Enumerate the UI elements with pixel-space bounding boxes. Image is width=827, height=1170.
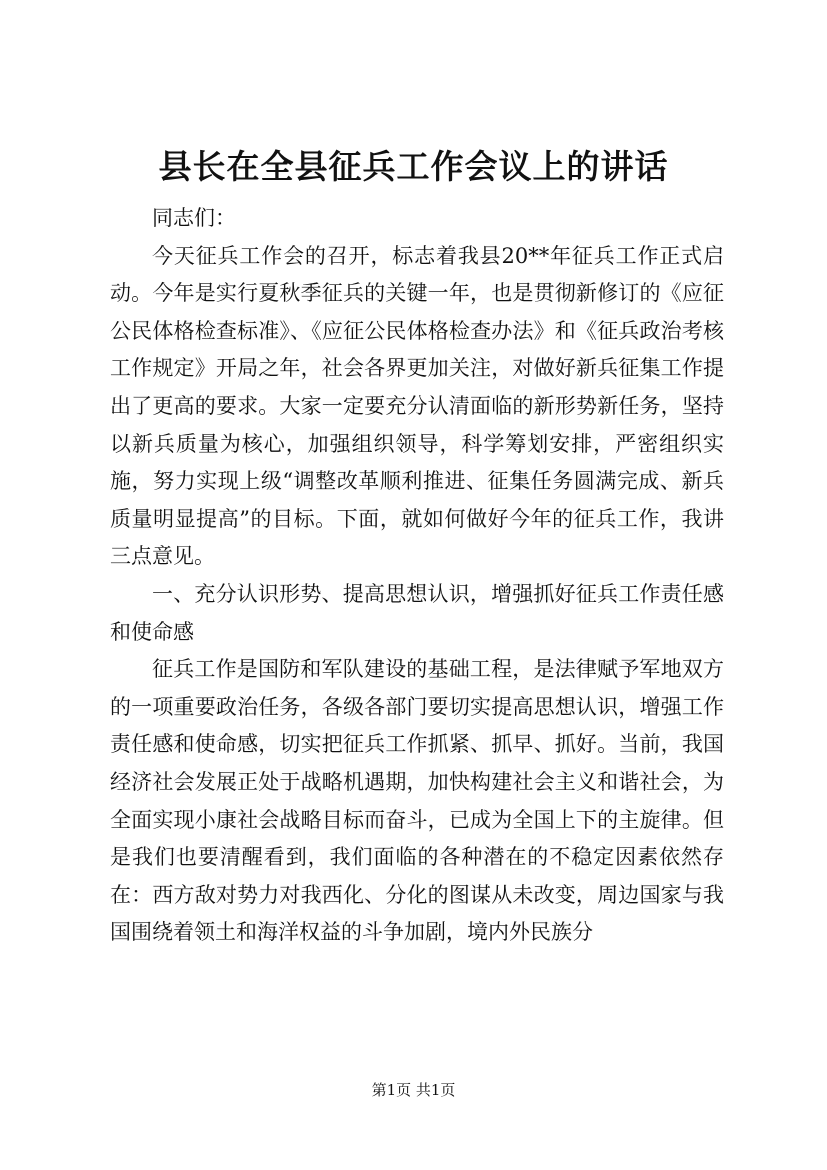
body-paragraph: 今天征兵工作会的召开，标志着我县20**年征兵工作正式启动。今年是实行夏秋季征兵的关键一年，也是贯彻新修订的《应征公民体格检查标准》、《应征公民体格检查办法》和《征兵政治考核工作规定》开局之年，社会各界更加关注，对做好新兵征集工作提出了更高的要求。大家一定要充分认清面临的新形势新任务，坚持以新兵质量为核心，加强组织领导，科学筹划安排，严密组织实施，努力实现上级“调整改革顺利推进、征集任务圆满完成、新兵质量明显提高”的目标。下面，就如何做好今年的征兵工作，我讲三点意见。 [110,243,724,569]
salutation-paragraph: 同志们： [152,206,236,230]
page-number-footer: 第1页 共1页 [371,1081,456,1099]
section-heading: 一、充分认识形势、提高思想认识，增强抓好征兵工作责任感和使命感 [110,581,724,644]
body-paragraph: 征兵工作是国防和军队建设的基础工程，是法律赋予军地双方的一项重要政治任务，各级各部门要切实提高思想认识，增强工作责任感和使命感，切实把征兵工作抓紧、抓早、抓好。当前，我国经济社会发展正处于战略机遇期，加快构建社会主义和谐社会，为全面实现小康社会战略目标而奋斗，已成为全国上下的主旋律。但是我们也要清醒看到，我们面临的各种潜在的不稳定因素依然存在：西方敌对势力对我西化、分化的图谋从未改变，周边国家与我国围绕着领土和海洋权益的斗争加剧，境内外民族分 [110,657,724,945]
document-title: 县长在全县征兵工作会议上的讲话 [158,147,669,186]
document-body [110,200,724,952]
